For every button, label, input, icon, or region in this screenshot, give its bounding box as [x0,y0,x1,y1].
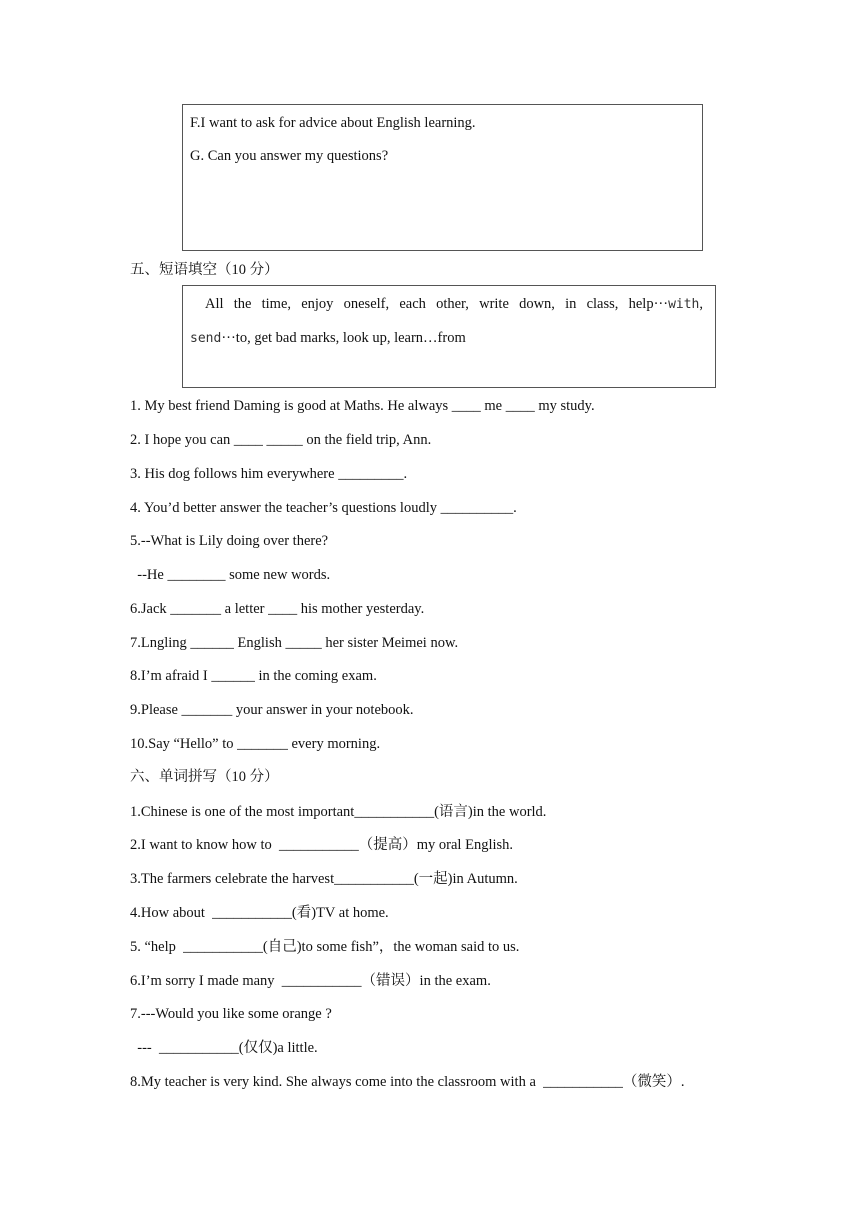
s6-item: 2.I want to know how to ___________（提高）my oral English. [130,837,514,853]
s5-item: 2. I hope you can ____ _____ on the field trip, Ann. [130,432,432,448]
phrase-line-1 [205,295,703,314]
s6-item: 5. “help ___________(自己)to some fish”，the woman said to us. [130,939,520,955]
s5-item: 9.Please _______ your answer in your notebook. [130,702,414,718]
s5-item: 10.Say “Hello” to _______ every morning. [130,736,381,752]
s5-item: --He ________ some new words. [130,567,331,583]
phrase-line-1-mono: with [668,297,700,312]
s5-item: 3. His dog follows him everywhere _________. [130,466,408,482]
option-g: G. Can you answer my questions? [190,148,389,164]
s5-item: 1. My best friend Daming is good at Maths. He always ____ me ____ my study. [130,398,595,414]
option-f: F.I want to ask for advice about English learning. [190,115,476,131]
s5-item: 6.Jack _______ a letter ____ his mother yesterday. [130,601,425,617]
s6-item: 4.How about ___________(看)TV at home. [130,905,389,921]
phrase-line-1-end: , [699,296,703,312]
s6-item: 7.---Would you like some orange ? [130,1006,332,1022]
section-5-heading: 五、短语填空（10 分） [130,262,279,278]
phrase-line-1-text: All the time, enjoy oneself, each other, write down, in class, help··· [205,296,669,312]
s5-item: 7.Lngling ______ English _____ her sister Meimei now. [130,635,459,651]
s6-item: 6.I’m sorry I made many ___________（错误）in the exam. [130,973,491,989]
phrase-line-2-text: ···to, get bad marks, look up, learn…from [221,330,466,346]
s5-item: 8.I’m afraid I ______ in the coming exam. [130,668,377,684]
phrase-line-2 [190,329,466,348]
s5-item: 4. You’d better answer the teacher’s questions loudly __________. [130,500,517,516]
s6-item: --- ___________(仅仅)a little. [130,1040,318,1056]
s5-item: 5.--What is Lily doing over there? [130,533,329,549]
s6-item: 1.Chinese is one of the most important___________(语言)in the world. [130,804,547,820]
s6-item: 3.The farmers celebrate the harvest___________(一起)in Autumn. [130,871,518,887]
s6-item: 8.My teacher is very kind. She always come into the classroom with a ___________（微笑）. [130,1074,685,1090]
section-6-heading: 六、单词拼写（10 分） [130,769,279,785]
phrase-line-2-mono: send [190,331,222,346]
